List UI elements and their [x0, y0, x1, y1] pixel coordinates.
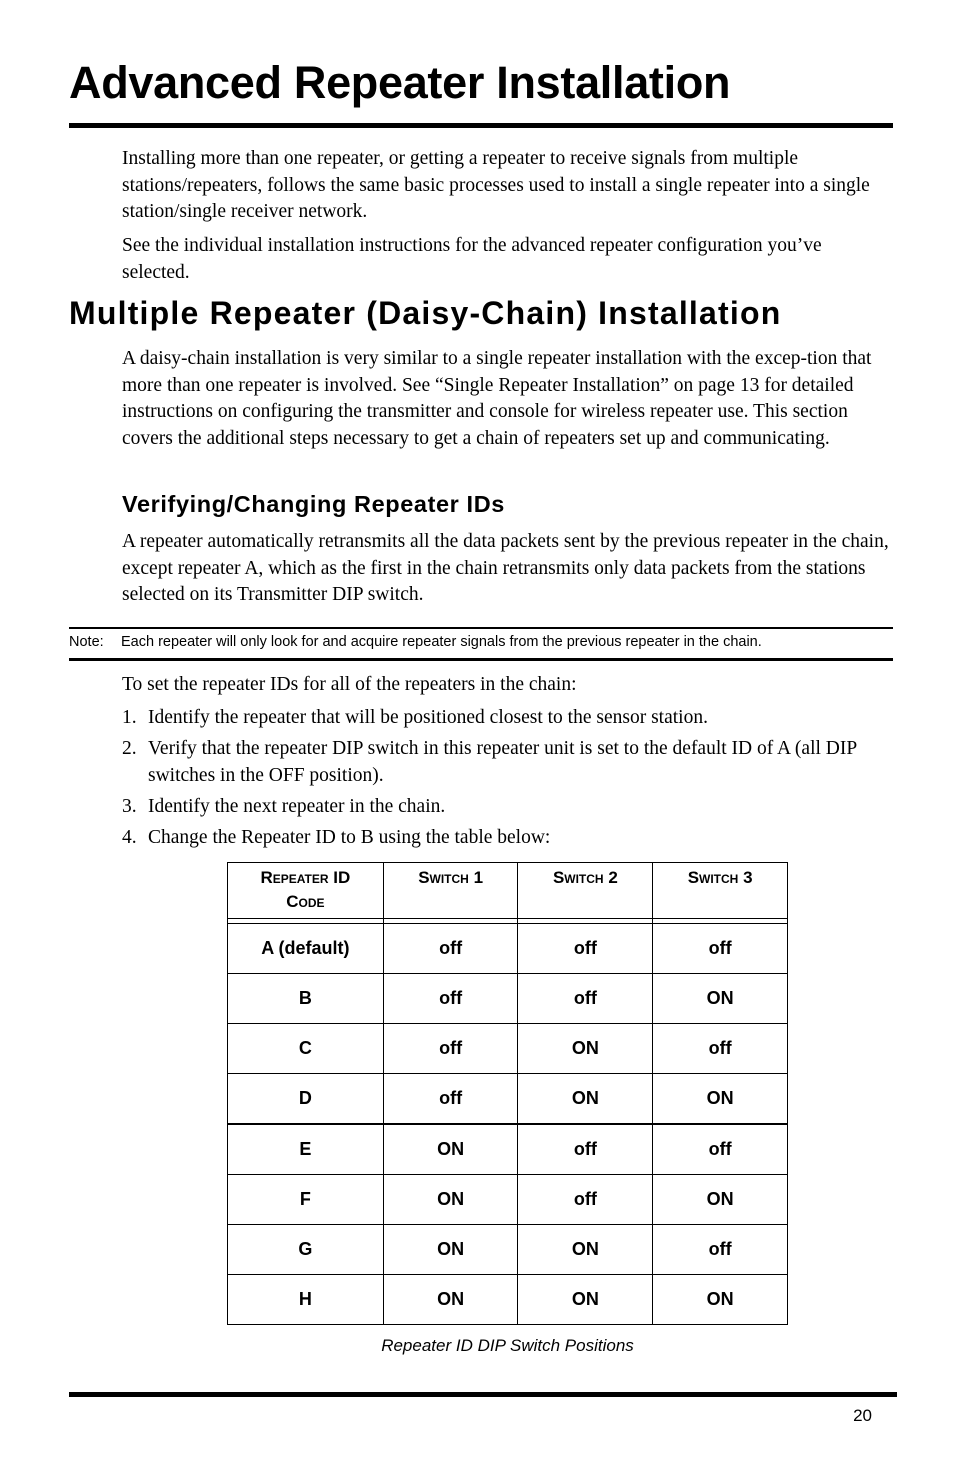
subsection-heading: Verifying/Changing Repeater IDs [122, 491, 505, 517]
table-row [228, 1225, 788, 1275]
table-row [228, 1175, 788, 1225]
step-text: Identify the repeater that will be positioned closest to the sensor station. [148, 707, 708, 728]
step-text: Verify that the repeater DIP switch in this repeater unit is set to the default ID of A (all DIP switches in the OFF position). [148, 738, 857, 786]
note-text: Each repeater will only look for and acquire repeater signals from the previous repeater in the chain. [121, 634, 762, 650]
table-cell: F [228, 1175, 384, 1225]
dip-switch-table [227, 862, 788, 1325]
table-cell: off [653, 924, 788, 974]
table-row [228, 974, 788, 1024]
table-cell: ON [383, 1275, 518, 1325]
table-cell: ON [383, 1225, 518, 1275]
header-line: Repeater ID [260, 868, 351, 887]
title-rule [69, 123, 893, 128]
header-label: Switch 3 [687, 868, 753, 887]
table-cell: D [228, 1074, 384, 1125]
table-cell: off [653, 1024, 788, 1074]
table-cell: ON [653, 974, 788, 1024]
table-cell: C [228, 1024, 384, 1074]
intro-paragraph-1: Installing more than one repeater, or getting a repeater to receive signals from multiple stations/repeaters, follows the same basic processes used to install a single repeater into a single station/single receiver network. [122, 148, 870, 222]
header-switch-2 [518, 863, 653, 919]
step-number: 2. [122, 738, 137, 759]
table-row [228, 1024, 788, 1074]
note-rule-top [69, 627, 893, 629]
table-cell: off [518, 1175, 653, 1225]
table-cell: off [383, 1074, 518, 1125]
table-header-row [228, 863, 788, 919]
table-cell: off [518, 974, 653, 1024]
page-title: Advanced Repeater Installation [69, 57, 731, 108]
table-cell: ON [653, 1275, 788, 1325]
step-number: 1. [122, 707, 137, 728]
step-text: Change the Repeater ID to B using the table below: [148, 827, 551, 848]
table-cell: ON [383, 1175, 518, 1225]
table-row [228, 924, 788, 974]
table-cell: off [383, 1024, 518, 1074]
table-cell: off [518, 924, 653, 974]
table-cell: ON [653, 1074, 788, 1125]
table-cell: ON [383, 1124, 518, 1175]
steps-intro: To set the repeater IDs for all of the repeaters in the chain: [122, 674, 577, 695]
table-cell: off [518, 1124, 653, 1175]
table-cell: H [228, 1275, 384, 1325]
table-row [228, 1275, 788, 1325]
step-number: 3. [122, 796, 137, 817]
table-cell: E [228, 1124, 384, 1175]
note-label: Note: [69, 634, 104, 650]
table-row [228, 1074, 788, 1125]
header-line: Code [286, 892, 325, 911]
header-label: Switch 1 [418, 868, 484, 887]
table-cell: ON [518, 1024, 653, 1074]
header-label: Switch 2 [552, 868, 618, 887]
note-rule-bottom [69, 658, 893, 661]
table-cell: off [383, 924, 518, 974]
intro-paragraph-2: See the individual installation instructions for the advanced repeater configuration you’ve selected. [122, 235, 822, 283]
header-repeater-id-code [228, 863, 384, 919]
table-caption: Repeater ID DIP Switch Positions [381, 1336, 634, 1355]
page-number: 20 [853, 1406, 872, 1425]
table-cell: off [653, 1124, 788, 1175]
table-cell: ON [653, 1175, 788, 1225]
table-cell: ON [518, 1275, 653, 1325]
table-cell: A (default) [228, 924, 384, 974]
step-number: 4. [122, 827, 137, 848]
section-heading: Multiple Repeater (Daisy-Chain) Installation [69, 295, 782, 331]
table-cell: ON [518, 1074, 653, 1125]
table-cell: ON [518, 1225, 653, 1275]
section-paragraph: A daisy-chain installation is very similar to a single repeater installation with the excep-tion that more than one repeater is involved. See “Single Repeater Installation” on page 13 for detailed instructions on configuring the transmitter and console for wireless repeater use. This section covers the additional steps necessary to get a chain of repeaters set up and communicating. [122, 348, 872, 449]
table-cell: off [653, 1225, 788, 1275]
step-text: Identify the next repeater in the chain. [148, 796, 446, 817]
table-cell: G [228, 1225, 384, 1275]
table-row [228, 1124, 788, 1175]
subsection-paragraph: A repeater automatically retransmits all the data packets sent by the previous repeater in the chain, except repeater A, which as the first in the chain retransmits only data packets from the stations selected on its Transmitter DIP switch. [122, 531, 889, 605]
header-switch-3 [653, 863, 788, 919]
table-cell: B [228, 974, 384, 1024]
table-cell: off [383, 974, 518, 1024]
footer-rule [69, 1392, 897, 1397]
header-switch-1 [383, 863, 518, 919]
